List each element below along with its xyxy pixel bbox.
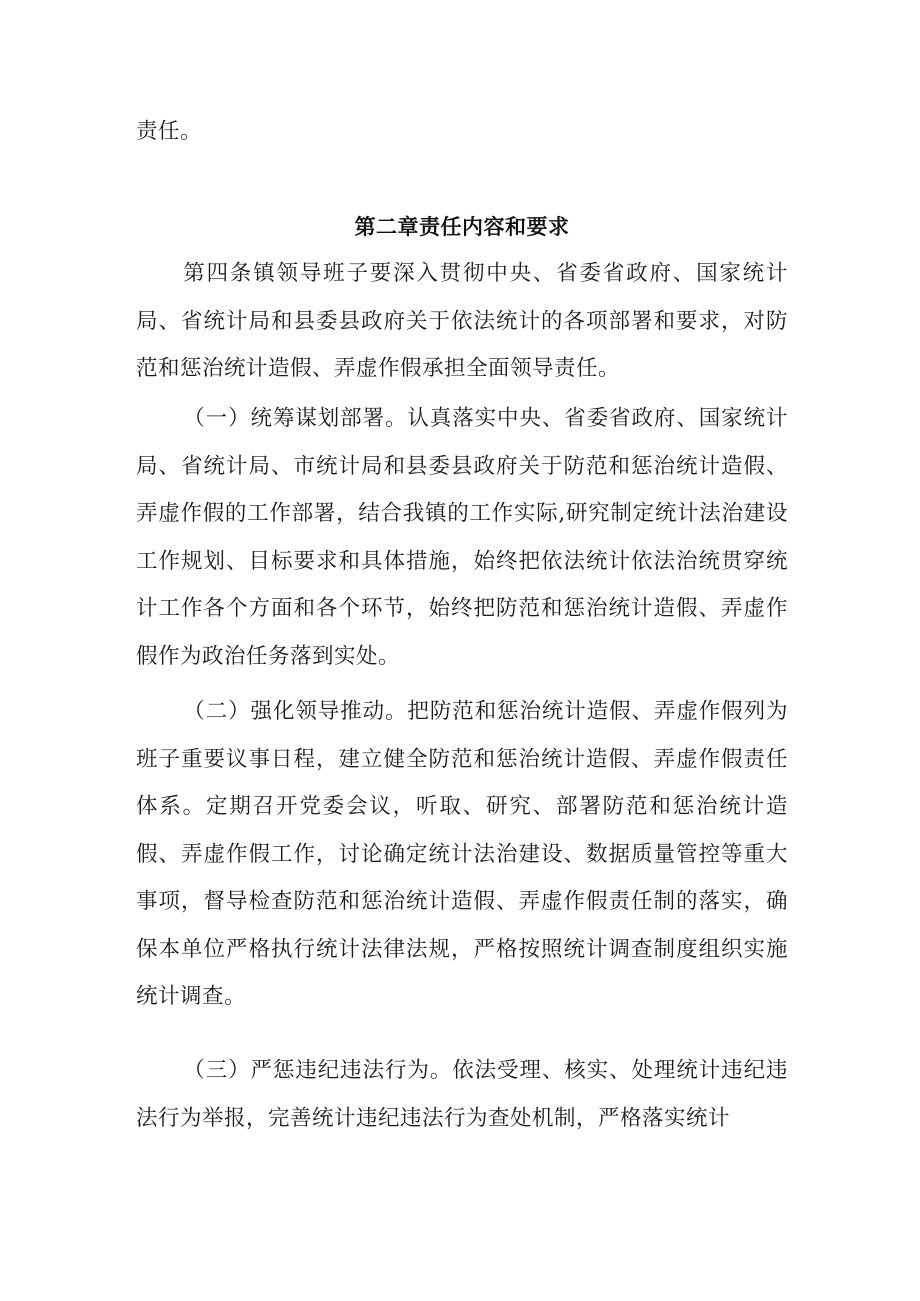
paragraph-item-1: （一）统筹谋划部署。认真落实中央、省委省政府、国家统计局、省统计局、市统计局和县委县政府关于防范和惩治统计造假、弄虚作假的工作部署，结合我镇的工作实际,研究制定统计法治建设工作规划、目标要求和具体措施，始终把依法统计依法治统贯穿统计工作各个方面和各个环节，始终把防范和惩治统计造假、弄虚作假作为政治任务落到实处。: [136, 406, 788, 669]
paragraph-article-4: 第四条镇领导班子要深入贯彻中央、省委省政府、国家统计局、省统计局和县委县政府关于依法统计的各项部署和要求，对防范和惩治统计造假、弄虚作假承担全面领导责任。: [136, 261, 788, 381]
paragraph-item-3: （三）严惩违纪违法行为。依法受理、核实、处理统计违纪违法行为举报，完善统计违纪违法行为查处机制，严格落实统计: [136, 1058, 788, 1131]
chapter-heading: 第二章责任内容和要求: [354, 215, 570, 239]
carry-over-text: 责任。: [136, 119, 203, 144]
paragraph-item-2: （二）强化领导推动。把防范和惩治统计造假、弄虚作假列为班子重要议事日程，建立健全防范和惩治统计造假、弄虚作假责任体系。定期召开党委会议，听取、研究、部署防范和惩治统计造假、弄虚作假工作，讨论确定统计法治建设、数据质量管控等重大事项，督导检查防范和惩治统计造假、弄虚作假责任制的落实，确保本单位严格执行统计法律法规，严格按照统计调查制度组织实施统计调查。: [136, 699, 788, 1009]
